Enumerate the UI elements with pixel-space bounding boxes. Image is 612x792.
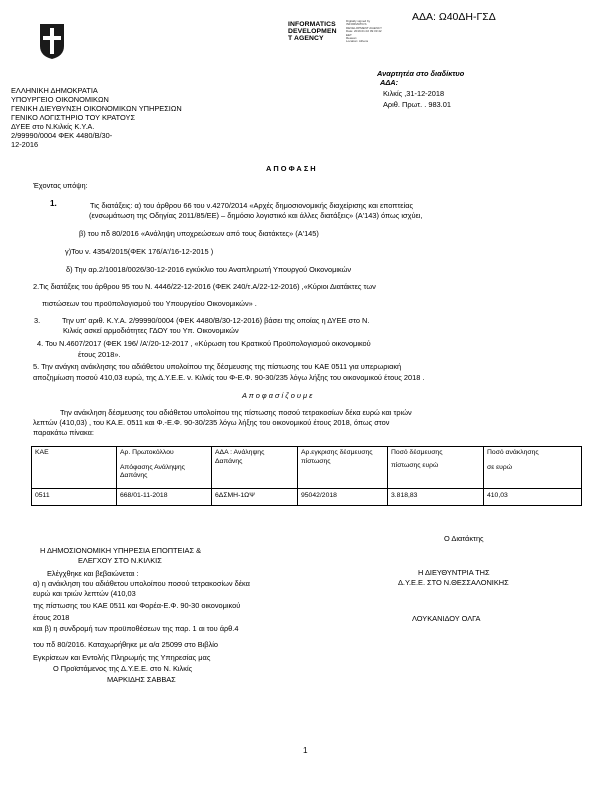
item1-line2: (ενσωμάτωση της Οδηγίας 2011/85/ΕΕ) – δημόσιο λογιστικό και άλλες διατάξεις» (Α'143) όπως ισχύει,: [89, 211, 423, 220]
table-header-cell: Ποσό δέσμευσης πίστωσης ευρώ: [388, 447, 484, 489]
item1-c: γ)Του ν. 4354/2015(ΦΕΚ 176/Α'/16-12-2015 ): [65, 247, 214, 256]
post-online-label: Αναρτητέα στο διαδίκτυο: [377, 69, 465, 78]
verify-l10: Εγκρίσεων και Εντολής Πληρωμής της Υπηρεσίας μας: [33, 653, 211, 662]
verify-l9: του πδ 80/2016. Καταχωρήθηκε με α/α 25099 στο Βιβλίο: [33, 640, 219, 649]
table-header-cell: Αρ.εγκρισης δέσμευσης πίστωσης: [298, 447, 388, 489]
table-header-cell: Ποσό ανάκλησης σε ευρώ: [484, 447, 582, 489]
item2-line1: 2.Τις διατάξεις του άρθρου 95 του Ν. 4446/22-12-2016 (ΦΕΚ 240/τ.Α/22-12-2016) ,«Κύριοι Διατάκτες των: [33, 282, 376, 291]
signature-detail: Location: Athens: [346, 39, 369, 44]
decision-line3: παρακάτω πίνακα:: [33, 428, 94, 437]
decision-line1: Την ανάκληση δέσμευσης του αδιάθετου υπολοίπου της πίστωσης ποσού τετρακοσίων δέκα ευρώ και τριών: [60, 408, 412, 417]
verify-l1: Η ΔΗΜΟΣΙΟΝΟΜΙΚΗ ΥΠΗΡΕΣΙΑ ΕΠΟΠΤΕΙΑΣ &: [40, 546, 202, 555]
logo-line: DEVELOPMEN: [288, 28, 337, 35]
having-in-mind: Έχοντας υπόψη:: [33, 181, 88, 190]
signatory-title: Ο Διατάκτης: [444, 534, 484, 543]
issuer-line: ΔΥΕΕ στο Ν.Κιλκίς Κ.Υ.Α.: [11, 122, 95, 131]
item-number: 3.: [34, 316, 41, 325]
signature-detail: INFORMATICS: [346, 22, 367, 27]
table-header-cell: Αρ. Πρωτοκόλλου Απόφασης Ανάληψης Δαπάνης: [117, 447, 212, 489]
issuer-line: ΥΠΟΥΡΓΕΙΟ ΟΙΚΟΝΟΜΙΚΩΝ: [11, 95, 109, 104]
verify-l11: Ο Προϊστάμενος της Δ.Υ.Ε.Ε. στο Ν. Κιλκίς: [53, 664, 193, 673]
signature-detail: Reason:: [346, 36, 358, 41]
director-office: Δ.Υ.Ε.Ε. ΣΤΟ Ν.ΘΕΣΣΑΛΟΝΙΚΗΣ: [398, 578, 509, 587]
item3-line1: Την υπ' αριθ. Κ.Υ.Α. 2/99990/0004 (ΦΕΚ 4480/Β/30-12-2016) βάσει της οποίας η ΔΥΕΕ στο Ν.: [62, 316, 370, 325]
ada-code: ΑΔΑ: Ω40ΔΗ-ΓΣΔ: [412, 11, 496, 23]
director-name: ΛΟΥΚΑΝΙΔΟΥ ΟΛΓΑ: [412, 614, 481, 623]
verify-l12: ΜΑΡΚΙΔΗΣ ΣΑΒΒΑΣ: [107, 675, 176, 684]
issuer-line: ΓΕΝΙΚΗ ΔΙΕΥΘΥΝΣΗ ΟΙΚΟΝΟΜΙΚΩΝ ΥΠΗΡΕΣΙΩΝ: [11, 104, 182, 113]
item2-line2: πιστώσεων του προϋπολογισμού του Υπουργείου Οικονομικών» .: [42, 299, 257, 308]
table-cell: 0511: [32, 489, 117, 506]
issuer-line: ΓΕΝΙΚΟ ΛΟΓΙΣΤΗΡΙΟ ΤΟΥ ΚΡΑΤΟΥΣ: [11, 113, 136, 122]
signature-detail: DEVELOPMENT AGENCY: [346, 25, 382, 30]
item-number: 1.: [50, 199, 57, 208]
verify-l6: της πίστωσης του ΚΑΕ 0511 και Φορέα-Ε.Φ. 90-30 οικονομικού: [33, 601, 241, 610]
decision-line2: λεπτών (410,03) , του ΚΑ.Ε. 0511 και Φ.-Ε.Φ. 90-30/235 λόγω λήξης του οικονομικού έτους 2018, όπως στον: [33, 418, 390, 427]
item5-line2: αποζημίωση ποσού 410,03 ευρώ, της Δ.Υ.Ε.Ε. ν. Κιλκίς του Φ-Ε.Φ. 90-30/235 λόγω λήξης του οικονομικού έτους 2018 .: [33, 373, 425, 382]
signature-detail: EET: [346, 32, 352, 37]
issuer-line: 12-2016: [11, 140, 39, 149]
greek-emblem-icon: [38, 22, 66, 60]
page-number: 1: [303, 746, 308, 755]
item1-d: δ) Την αρ.2/10018/0026/30-12-2016 εγκύκλιο του Αναπληρωτή Υπουργού Οικονομικών: [66, 265, 352, 274]
table-header-cell: ΚΑΕ: [32, 447, 117, 489]
table-cell: 6ΔΣΜΗ-1ΩΨ: [212, 489, 298, 506]
item5-line1: 5. Την ανάγκη ανάκλησης του αδιάθετου υπολοίπου της δέσμευσης της πίστωσης του ΚΑΕ 0511 για υπερωριακή: [33, 362, 402, 371]
table-cell: 3.818,83: [388, 489, 484, 506]
verify-l5: ευρώ και τριών λεπτών (410,03: [33, 589, 136, 598]
item1-b: β) του πδ 80/2016 «Ανάληψη υποχρεώσεων από τους διατάκτες» (Α'145): [79, 229, 319, 238]
document-title: Α Π Ο Φ Α Σ Η: [266, 164, 316, 173]
protocol-number: Αριθ. Πρωτ. . 983.01: [383, 100, 451, 109]
signature-details: [346, 20, 382, 44]
revocation-table: [31, 446, 582, 506]
ada-label: ΑΔΑ:: [380, 78, 399, 87]
logo-line: INFORMATICS: [288, 21, 336, 28]
signature-detail: Digitally signed by: [346, 19, 371, 23]
verify-l7: έτους 2018: [33, 613, 70, 622]
item4-line1: 4. Του Ν.4607/2017 (ΦΕΚ 196/ /Α'/20-12-2017 , «Κύρωση του Κρατικού Προϋπολογισμού οικονομικού: [37, 339, 371, 348]
we-decide: Α π ο φ α σ ί ζ ο υ μ ε: [242, 391, 313, 400]
table-cell: 668/01-11-2018: [117, 489, 212, 506]
logo-line: T AGENCY: [288, 35, 324, 42]
place-date: Κιλκίς ,31-12-2018: [383, 89, 445, 98]
table-row: [32, 489, 582, 506]
signature-logo: [288, 21, 337, 42]
signature-detail: Date: 2019.01.02 09:33:42: [346, 29, 382, 34]
item4-line2: έτους 2018».: [78, 350, 121, 359]
director-title: Η ΔΙΕΥΘΥΝΤΡΙΑ ΤΗΣ: [418, 568, 490, 577]
issuer-line: ΕΛΛΗΝΙΚΗ ΔΗΜΟΚΡΑΤΙΑ: [11, 86, 98, 95]
table-header-row: [32, 447, 582, 489]
verify-l3: Ελέγχθηκε και βεβαιώνεται :: [47, 569, 139, 578]
table-cell: 95042/2018: [298, 489, 388, 506]
verify-l2: ΕΛΕΓΧΟΥ ΣΤΟ Ν.ΚΙΛΚΙΣ: [78, 556, 162, 565]
issuer-line: 2/99990/0004 ΦΕΚ 4480/Β/30-: [11, 131, 113, 140]
verify-l4: α) η ανάκληση του αδιάθετου υπολοίπου ποσού τετρακοσίων δέκα: [33, 579, 250, 588]
verify-l8: και β) η συνδρομή των προϋποθέσεων της παρ. 1 αι του άρθ.4: [33, 624, 239, 633]
table-header-cell: ΑΔΑ : Ανάληψης Δαπάνης: [212, 447, 298, 489]
item3-line2: Κιλκίς ασκεί αρμοδιότητες ΓΔΟΥ του Υπ. Οικονομικών: [63, 326, 239, 335]
issuer-block: [11, 86, 182, 149]
table-cell: 410,03: [484, 489, 582, 506]
item1-line1: Τις διατάξεις: α) του άρθρου 66 του ν.4270/2014 «Αρχές δημοσιονομικής διαχείρισης και εποπτείας: [90, 201, 414, 210]
